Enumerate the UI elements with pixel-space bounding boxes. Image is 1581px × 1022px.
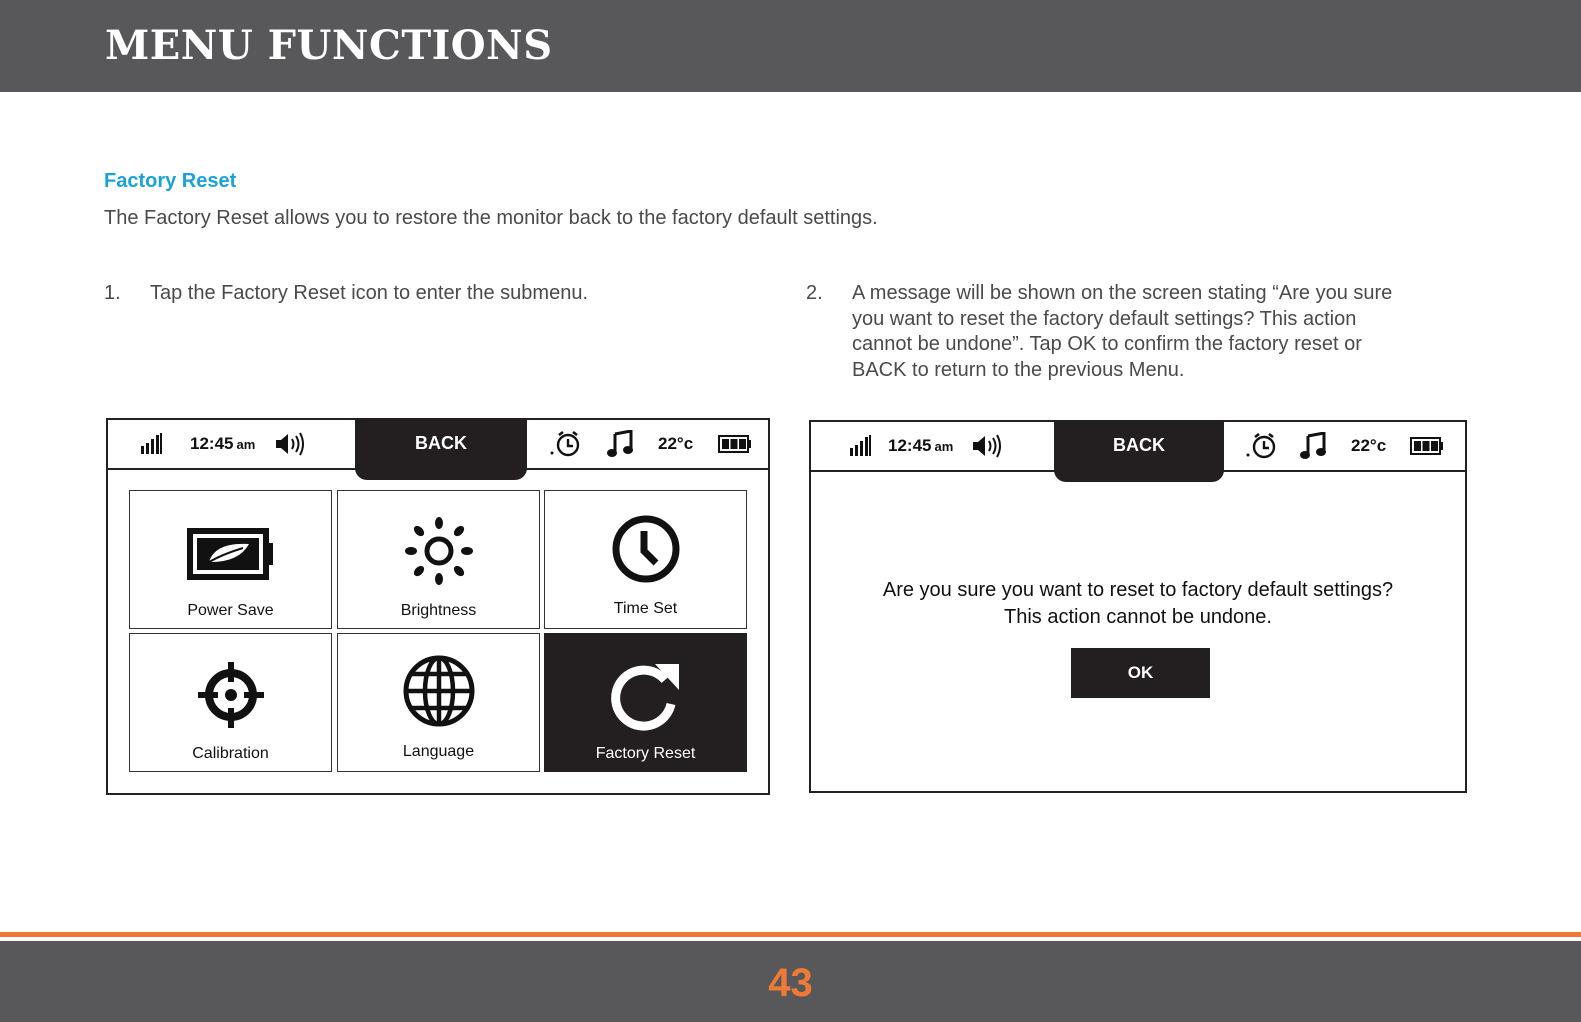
alarm-icon[interactable] xyxy=(549,420,583,468)
tile-calibration[interactable] xyxy=(129,633,332,772)
section-title: Factory Reset xyxy=(104,170,237,192)
step-line: cannot be undone”. Tap OK to confirm the factory reset or xyxy=(852,333,1362,355)
step-line: Tap the Factory Reset icon to enter the submenu. xyxy=(150,282,589,304)
alarm-icon[interactable] xyxy=(1245,422,1279,470)
section-intro: The Factory Reset allows you to restore the monitor back to the factory default settings. xyxy=(104,207,878,229)
page-header xyxy=(0,0,1581,92)
globe-icon xyxy=(402,654,476,728)
tile-factory-reset[interactable] xyxy=(544,633,747,772)
battery-icon xyxy=(1410,422,1444,470)
step-text xyxy=(852,281,1392,383)
menu-screen xyxy=(106,418,770,795)
music-icon[interactable] xyxy=(606,420,634,468)
signal-icon xyxy=(140,420,164,468)
dialog-warning: This action cannot be undone. xyxy=(1004,606,1272,628)
confirm-screen xyxy=(809,420,1467,793)
tile-power-save[interactable] xyxy=(129,490,332,629)
battery-icon xyxy=(718,420,752,468)
signal-icon xyxy=(849,422,873,470)
tile-language[interactable] xyxy=(337,633,540,772)
ok-button[interactable]: OK xyxy=(1071,648,1210,698)
status-bar xyxy=(811,422,1465,472)
tile-time-set[interactable] xyxy=(544,490,747,629)
step-line: you want to reset the factory default settings? This action xyxy=(852,307,1357,330)
crosshair-icon xyxy=(196,660,266,730)
tile-label: Factory Reset xyxy=(595,745,696,762)
clock-time xyxy=(888,422,953,470)
power-save-icon xyxy=(187,528,275,580)
status-bar xyxy=(108,420,768,470)
time-value: 12:45 xyxy=(888,436,932,455)
time-value: 12:45 xyxy=(190,434,234,453)
dialog-message: Are you sure you want to reset to factory default settings? xyxy=(882,579,1394,601)
reset-icon xyxy=(609,660,683,732)
back-button[interactable]: BACK xyxy=(1054,420,1224,482)
back-button[interactable]: BACK xyxy=(355,418,527,480)
tile-label: Time Set xyxy=(613,600,678,617)
temperature: 22°c xyxy=(658,434,694,453)
step-number: 2. xyxy=(806,282,823,304)
time-ampm: am xyxy=(236,436,256,452)
page-number: 43 xyxy=(768,961,813,1005)
page-title: MENU FUNCTIONS xyxy=(105,22,553,69)
tile-label: Calibration xyxy=(192,745,269,762)
page-footer xyxy=(0,941,1581,1022)
tile-label: Brightness xyxy=(400,602,477,619)
speaker-icon[interactable] xyxy=(971,422,1001,470)
temperature: 22°c xyxy=(1351,436,1387,455)
clock-icon xyxy=(610,513,682,585)
tile-label: Language xyxy=(402,743,475,760)
step-text xyxy=(150,281,588,307)
tile-brightness[interactable] xyxy=(337,490,540,629)
clock-time xyxy=(190,420,255,468)
time-ampm: am xyxy=(934,438,954,454)
footer-divider xyxy=(0,932,1581,937)
tile-label: Power Save xyxy=(187,602,274,619)
step-line: BACK to return to the previous Menu. xyxy=(852,358,1185,381)
music-icon[interactable] xyxy=(1299,422,1327,470)
step-number: 1. xyxy=(104,282,121,304)
brightness-icon xyxy=(403,515,475,587)
step-line: A message will be shown on the screen stating “Are you sure xyxy=(852,282,1393,304)
speaker-icon[interactable] xyxy=(274,420,304,468)
